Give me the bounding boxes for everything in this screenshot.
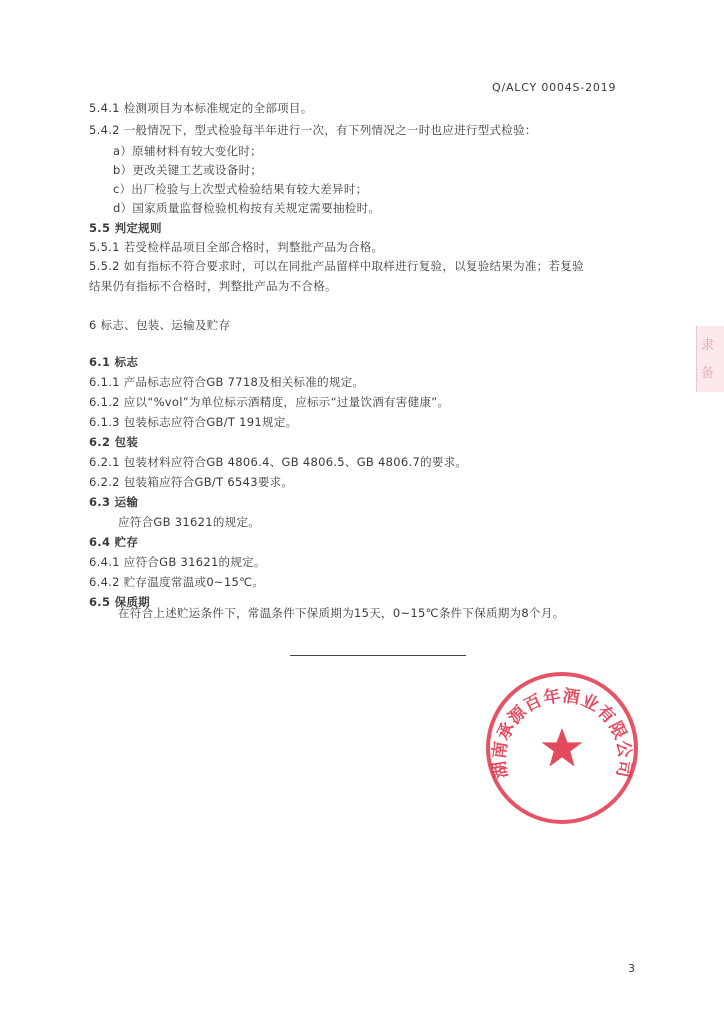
document-code: Q/ALCY 0004S-2019 [492,81,617,94]
clause-item-d: d）国家质量监督检验机构按有关规定需要抽检时。 [113,201,381,215]
clause-5-5-2-continued: 结果仍有指标不合格时，判整批产品为不合格。 [89,279,337,293]
clause-5-5-1: 5.5.1 若受检样品项目全部合格时，判整批产品为合格。 [89,240,384,254]
edge-mark-char-2: 备 [701,366,715,381]
clause-6-5-text: 在符合上述贮运条件下，常温条件下保质期为15天，0~15℃条件下保质期为8个月。 [118,606,565,620]
edge-mark-char-1: 隶 [701,338,715,353]
clause-6-1-3: 6.1.3 包装标志应符合GB/T 191规定。 [89,415,298,429]
section-6-4-heading: 6.4 贮存 [89,535,139,549]
stamp-star-icon [542,728,583,767]
clause-6-1-1: 6.1.1 产品标志应符合GB 7718及相关标准的规定。 [89,375,365,389]
clause-5-4-2: 5.4.2 一般情况下，型式检验每半年进行一次，有下列情况之一时也应进行型式检验： [89,123,537,137]
clause-6-3-text: 应符合GB 31621的规定。 [118,515,261,529]
clause-item-c: c）出厂检验与上次型式检验结果有较大差异时； [113,182,368,196]
section-6-5-heading: 6.5 保质期 [89,595,150,609]
clause-6-2-2: 6.2.2 包装箱应符合GB/T 6543要求。 [89,475,294,489]
section-6-heading: 6 标志、包装、运输及贮存 [89,318,231,332]
clause-6-2-1: 6.2.1 包装材料应符合GB 4806.4、GB 4806.5、GB 4806.7的要求。 [89,455,468,469]
company-seal-stamp [482,668,642,828]
stamp-text: 湖南承源百年酒业有限公司 [489,686,635,780]
clause-5-4-1: 5.4.1 检测项目为本标准规定的全部项目。 [89,101,313,115]
clause-6-4-1: 6.4.1 应符合GB 31621的规定。 [89,555,266,569]
section-6-1-heading: 6.1 标志 [89,355,139,369]
section-5-5-heading: 5.5 判定规则 [89,221,162,235]
section-6-2-heading: 6.2 包装 [89,435,139,449]
page-number: 3 [628,962,636,975]
section-6-3-heading: 6.3 运输 [89,495,139,509]
clause-6-1-2: 6.1.2 应以“%vol”为单位标示酒精度，应标示“过量饮酒有害健康”。 [89,395,450,409]
clause-item-b: b）更改关键工艺或设备时； [113,163,263,177]
clause-6-4-2: 6.4.2 贮存温度常温或0~15℃。 [89,575,265,589]
end-of-document-rule [290,655,466,656]
clause-5-5-2: 5.5.2 如有指标不符合要求时，可以在同批产品留样中取样进行复验，以复验结果为准；若复验 [89,259,584,273]
edge-stamp-fragment [696,326,724,392]
clause-item-a: a）原辅材料有较大变化时； [113,144,262,158]
